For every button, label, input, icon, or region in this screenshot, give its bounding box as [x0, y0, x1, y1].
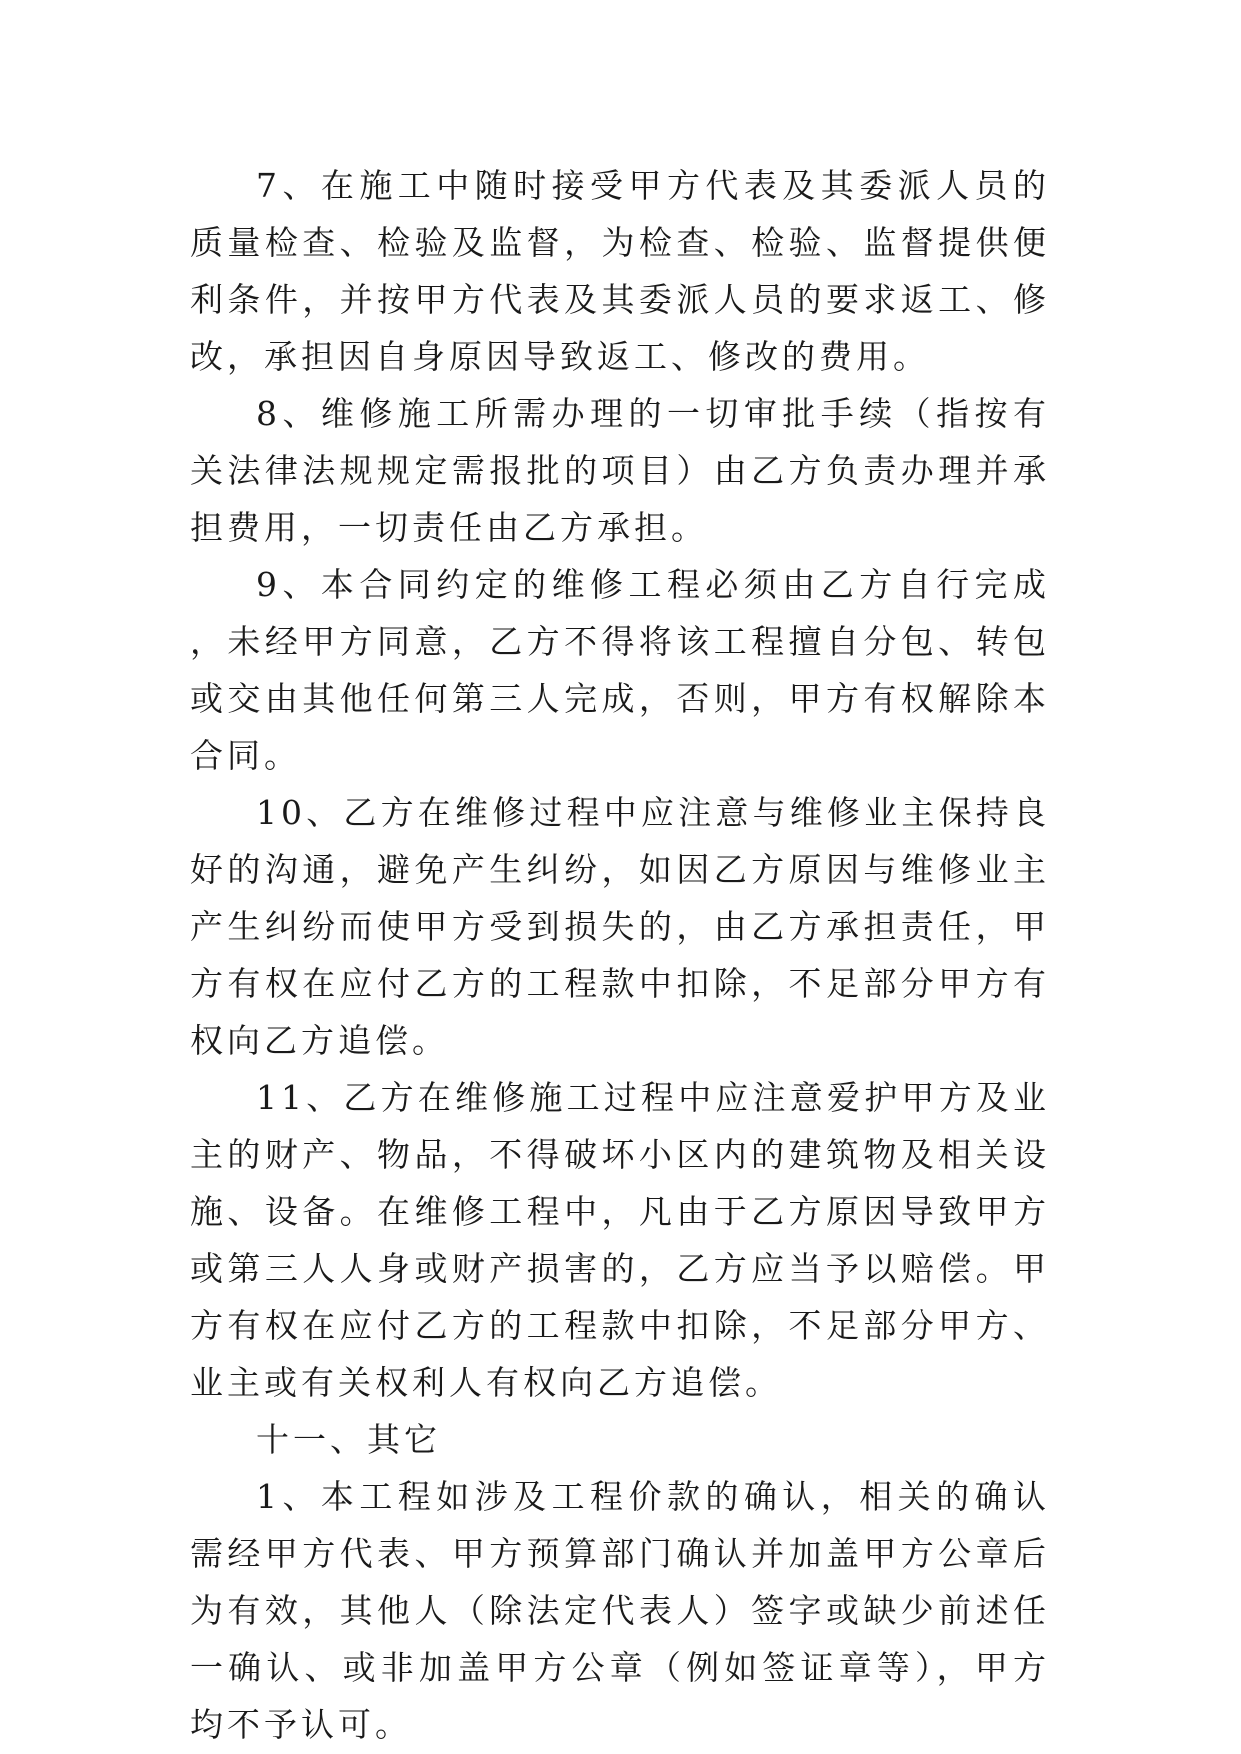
clause-11-paragraph: 11、乙方在维修施工过程中应注意爱护甲方及业主的财产、物品，不得破坏小区内的建筑物及相关设施、设备。在维修工程中，凡由于乙方原因导致甲方或第三人人身或财产损害的，乙方应当予以赔偿。甲方有权在应付乙方的工程款中扣除，不足部分甲方、业主或有关权利人有权向乙方追偿。: [190, 1078, 1050, 1402]
section-heading: 十一、其它: [256, 1420, 441, 1459]
clause-10-paragraph: 10、乙方在维修过程中应注意与维修业主保持良好的沟通，避免产生纠纷，如因乙方原因与维修业主产生纠纷而使甲方受到损失的，由乙方承担责任，甲方有权在应付乙方的工程款中扣除，不足部分甲方有权向乙方追偿。: [190, 793, 1050, 1060]
clause-8-paragraph: 8、维修施工所需办理的一切审批手续（指按有关法律法规规定需报批的项目）由乙方负责办理并承担费用，一切责任由乙方承担。: [190, 394, 1050, 547]
clause-9-paragraph: 9、本合同约定的维修工程必须由乙方自行完成，未经甲方同意，乙方不得将该工程擅自分包、转包或交由其他任何第三人完成，否则，甲方有权解除本合同。: [190, 565, 1050, 775]
section-clause-1-paragraph: 1、本工程如涉及工程价款的确认，相关的确认需经甲方代表、甲方预算部门确认并加盖甲方公章后为有效，其他人（除法定代表人）签字或缺少前述任一确认、或非加盖甲方公章（例如签证章等），甲方均不予认可。: [190, 1477, 1050, 1744]
clause-7-paragraph: 7、在施工中随时接受甲方代表及其委派人员的质量检查、检验及监督，为检查、检验、监督提供便利条件，并按甲方代表及其委派人员的要求返工、修改，承担因自身原因导致返工、修改的费用。: [190, 166, 1050, 376]
document-body: [190, 157, 1050, 1753]
